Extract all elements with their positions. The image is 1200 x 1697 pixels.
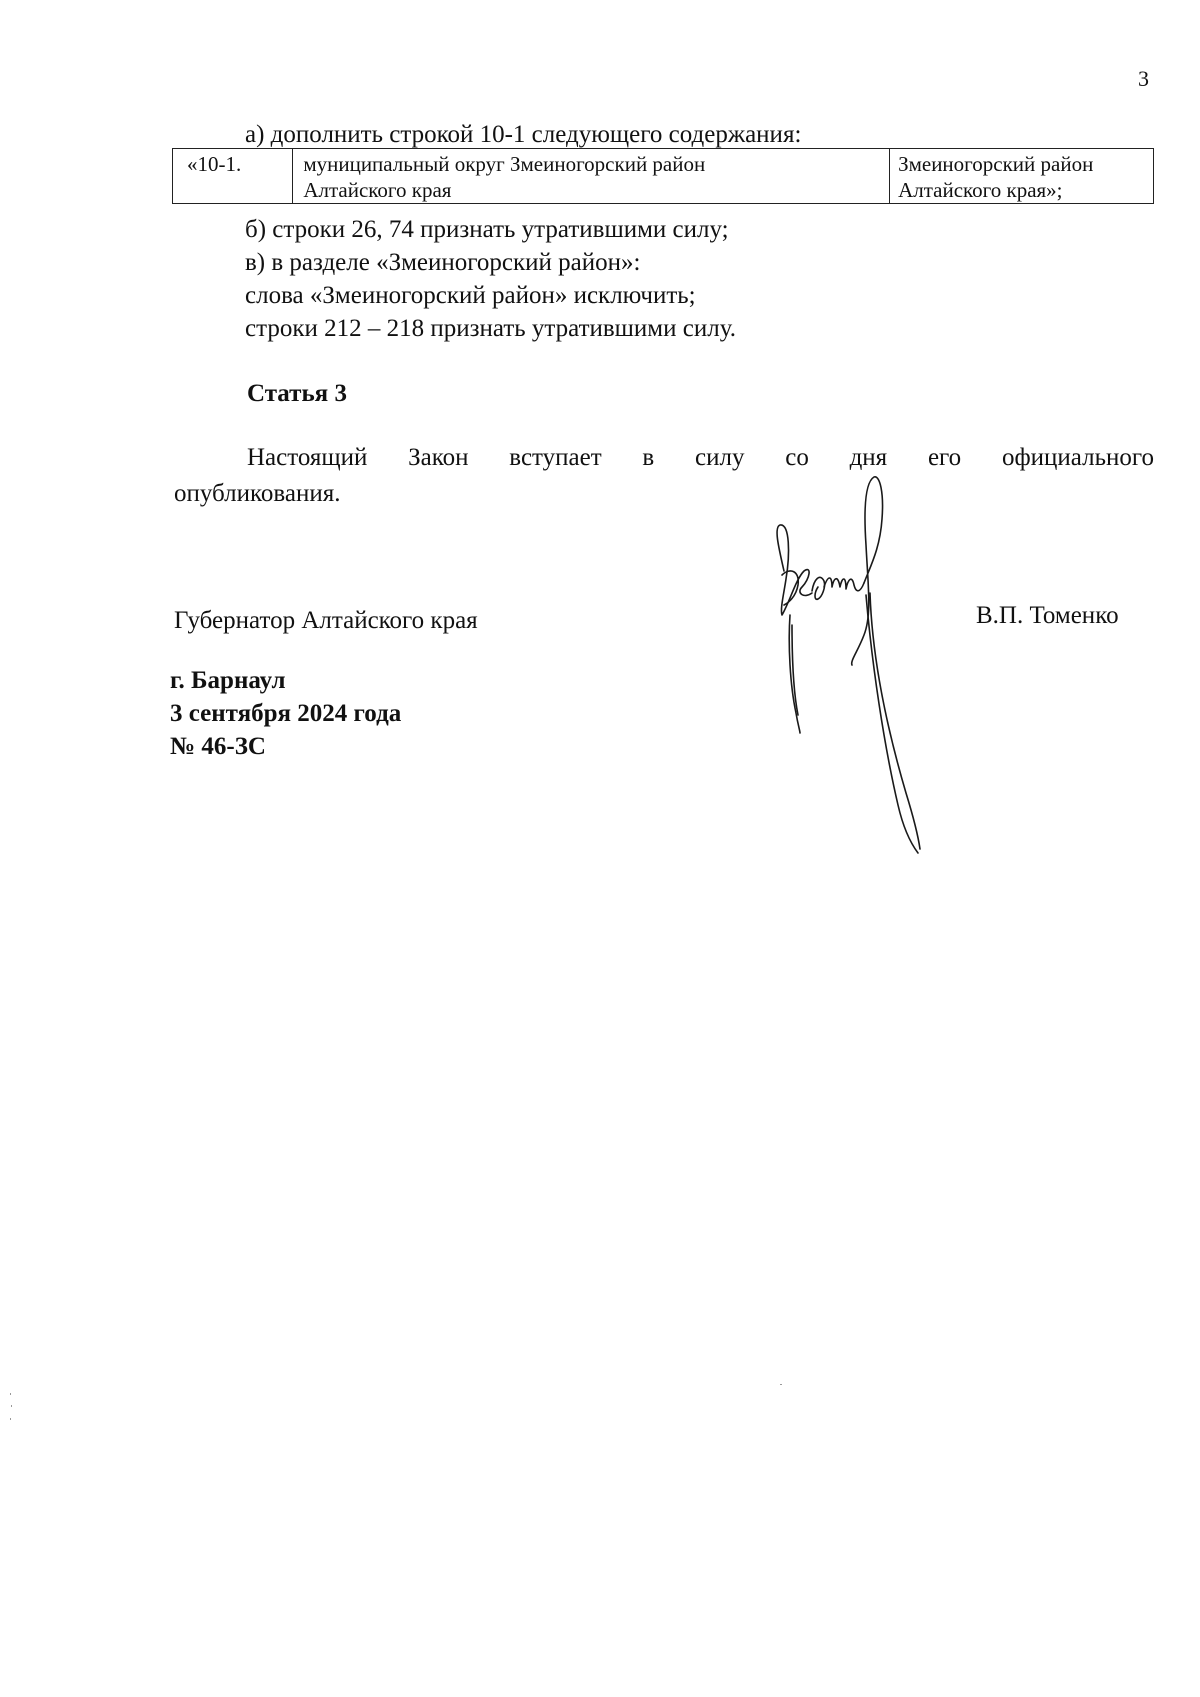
admin-center-cell bbox=[890, 149, 1154, 204]
inserted-row-table bbox=[172, 148, 1154, 204]
article-text bbox=[174, 440, 1154, 512]
municipality-name-line2: Алтайского края bbox=[303, 178, 452, 202]
signing-date: 3 сентября 2024 года bbox=[170, 700, 402, 727]
admin-center-line1: Змеиногорский район bbox=[898, 152, 1094, 176]
article-text-line1: Настоящий Закон вступает в силу со дня его официального bbox=[247, 444, 1154, 471]
page-number: 3 bbox=[1138, 66, 1149, 91]
municipality-name-cell bbox=[293, 149, 890, 204]
signer-title: Губернатор Алтайского края bbox=[174, 607, 478, 634]
amendment-item-v: в) в разделе «Змеиногорский район»: bbox=[245, 249, 641, 276]
amendment-subitem-words: слова «Змеиногорский район» исключить; bbox=[245, 282, 696, 309]
row-number: «10-1. bbox=[187, 152, 242, 176]
signing-city: г. Барнаул bbox=[170, 667, 286, 694]
row-number-cell bbox=[173, 149, 293, 204]
municipality-name-line1: муниципальный округ Змеиногорский район bbox=[303, 152, 706, 176]
admin-center-line2: Алтайского края»; bbox=[898, 178, 1063, 202]
scan-artifact bbox=[10, 1418, 11, 1420]
amendment-subitem-rows: строки 212 – 218 признать утратившими силу. bbox=[245, 315, 736, 342]
scan-artifact bbox=[10, 1393, 11, 1395]
article-text-line2: опубликования. bbox=[174, 480, 341, 507]
law-number: № 46-ЗС bbox=[170, 733, 266, 760]
amendment-item-b: б) строки 26, 74 признать утратившими силу; bbox=[245, 216, 729, 243]
handwritten-signature bbox=[760, 475, 960, 895]
scan-artifact bbox=[11, 1405, 12, 1407]
scan-artifact bbox=[780, 1384, 782, 1385]
table-row bbox=[173, 149, 1154, 204]
amendment-item-a: а) дополнить строкой 10-1 следующего содержания: bbox=[245, 121, 802, 148]
signer-name: В.П. Томенко bbox=[976, 602, 1119, 629]
article-heading: Статья 3 bbox=[247, 380, 347, 407]
